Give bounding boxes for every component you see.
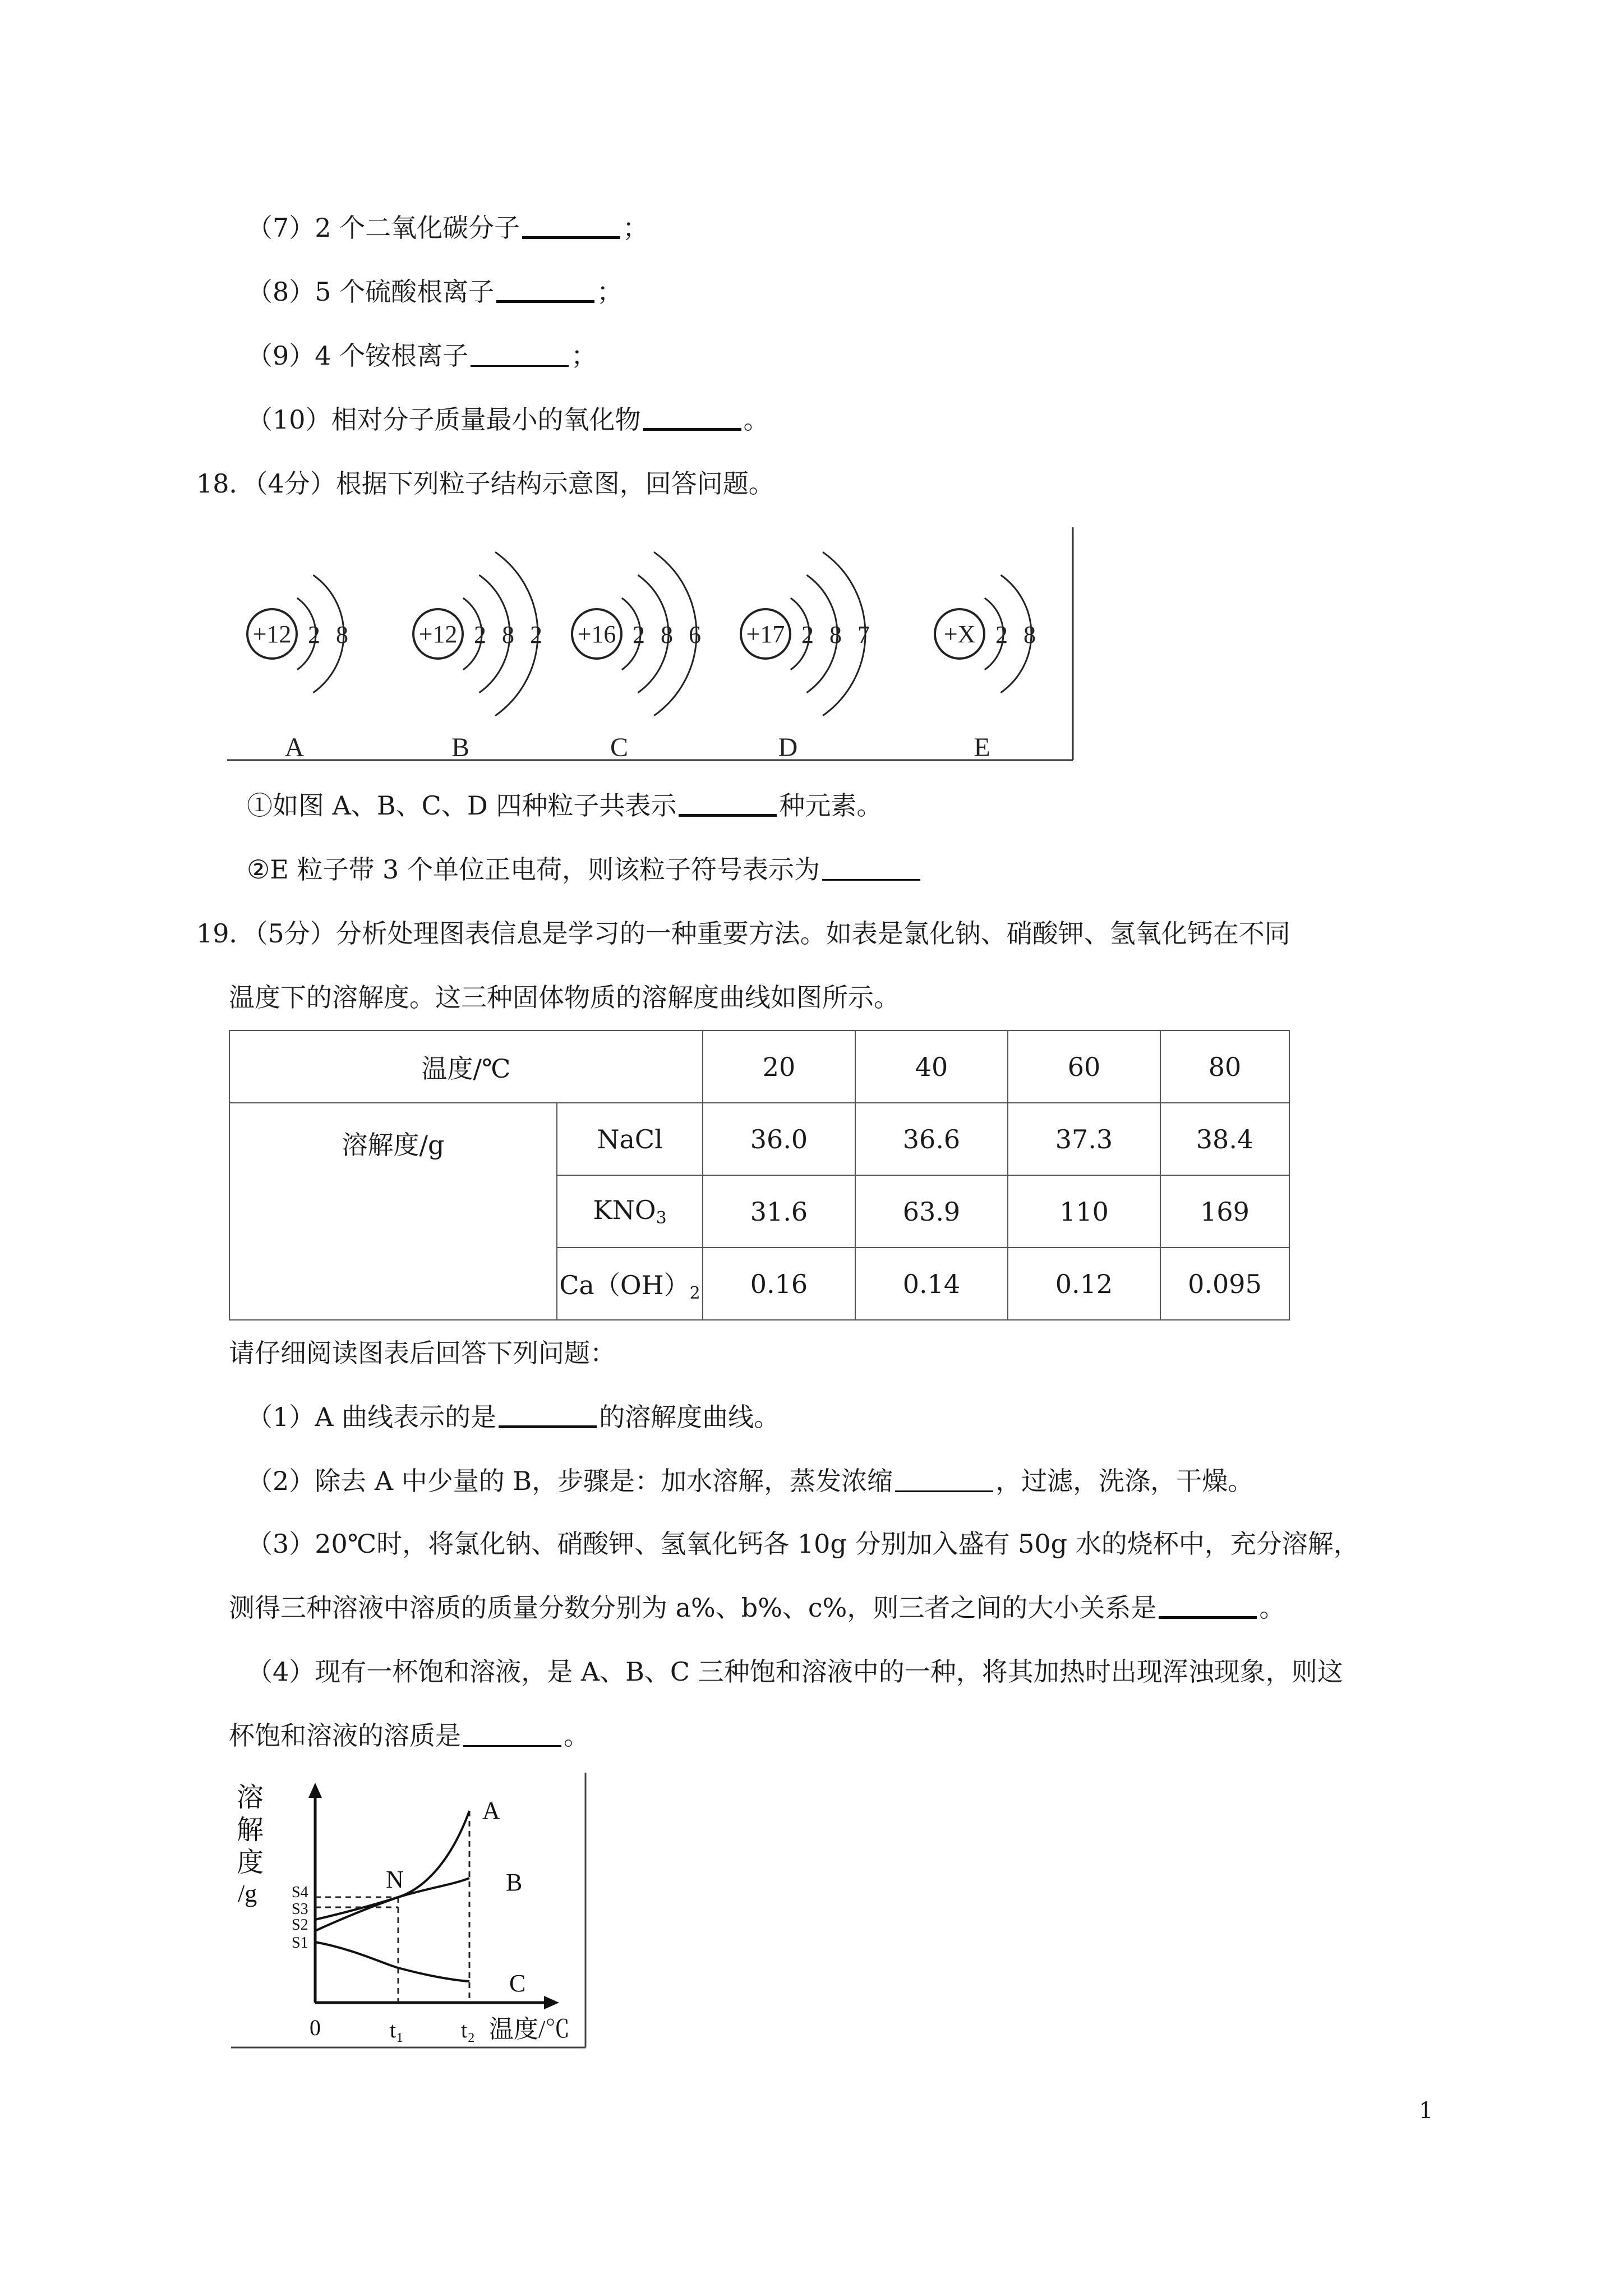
electron-count: 2 bbox=[530, 621, 542, 648]
table-header-temperature: 温度/℃ bbox=[229, 1030, 703, 1103]
q17-item-8: （8）5 个硫酸根离子 ； bbox=[247, 277, 623, 307]
ylabel-char: 度 bbox=[237, 1848, 264, 1878]
solubility-curve-diagram bbox=[231, 1773, 596, 2053]
answer-blank[interactable] bbox=[499, 1403, 597, 1428]
q19-sub2: （2）除去 A 中少量的 B，步骤是：加水溶解，蒸发浓缩 ，过滤，洗涤，干燥。 bbox=[247, 1466, 1254, 1496]
ylabel-char: 溶 bbox=[237, 1783, 264, 1812]
q17-item-9: （9）4 个铵根离子 ； bbox=[247, 341, 597, 371]
electron-count: 8 bbox=[1023, 621, 1036, 648]
particle-A bbox=[247, 575, 348, 762]
x-tick-label: t₁ bbox=[390, 2017, 404, 2042]
page-number: 1 bbox=[1419, 2098, 1433, 2124]
table-substance: NaCl bbox=[557, 1103, 703, 1175]
answer-blank[interactable] bbox=[643, 406, 741, 431]
table-cell: 0.16 bbox=[703, 1248, 855, 1320]
ylabel-char: /g bbox=[238, 1880, 257, 1907]
point-label: N bbox=[386, 1866, 404, 1893]
electron-count: 7 bbox=[857, 621, 870, 648]
answer-blank[interactable] bbox=[471, 343, 569, 367]
electron-count: 2 bbox=[995, 621, 1008, 648]
table-header-temp: 40 bbox=[855, 1030, 1008, 1103]
answer-blank[interactable] bbox=[822, 857, 920, 881]
table-substance: $Ca(OH)_2$ bbox=[557, 1248, 703, 1320]
table-cell: 63.9 bbox=[855, 1175, 1008, 1248]
nucleus-charge: +17 bbox=[746, 620, 785, 648]
answer-blank[interactable] bbox=[496, 278, 594, 303]
particle-label: B bbox=[451, 733, 470, 762]
particle-label: E bbox=[974, 733, 990, 762]
answer-blank[interactable] bbox=[463, 1723, 561, 1747]
electron-count: 2 bbox=[474, 621, 486, 648]
particle-B bbox=[413, 552, 542, 762]
y-axis-arrow bbox=[308, 1783, 322, 1798]
y-tick-label: S1 bbox=[292, 1934, 308, 1952]
curve-label: C bbox=[509, 1970, 526, 1997]
y-tick-label: S3 bbox=[292, 1901, 308, 1918]
curve-label: A bbox=[482, 1797, 500, 1824]
q19-stem-line1: 19．（5分）分析处理图表信息是学习的一种重要方法。如表是氯化钠、硝酸钾、氢氧化钙在不同 bbox=[196, 918, 1290, 949]
table-header-temp: 20 bbox=[703, 1030, 855, 1103]
q19-sub4-line2: 杯饱和溶液的溶质是 。 bbox=[229, 1720, 589, 1751]
table-cell: 37.3 bbox=[1008, 1103, 1160, 1175]
table-cell: 0.14 bbox=[855, 1248, 1008, 1320]
particle-label: D bbox=[778, 733, 798, 762]
electron-count: 8 bbox=[502, 621, 514, 648]
nucleus-charge: +12 bbox=[252, 620, 292, 648]
table-cell: 36.6 bbox=[855, 1103, 1008, 1175]
origin-label: 0 bbox=[310, 2015, 321, 2040]
electron-count: 2 bbox=[801, 621, 814, 648]
x-axis-arrow bbox=[544, 1996, 559, 2009]
table-cell: 169 bbox=[1160, 1175, 1289, 1248]
q18-sub1: ①如图 A、B、C、D 四种粒子共表示 种元素。 bbox=[247, 790, 883, 821]
table-cell: 31.6 bbox=[703, 1175, 855, 1248]
answer-blank[interactable] bbox=[1159, 1594, 1257, 1619]
table-header-temp: 60 bbox=[1008, 1030, 1160, 1103]
electron-count: 8 bbox=[829, 621, 842, 648]
q18-sub2: ②E 粒子带 3 个单位正电荷，则该粒子符号表示为 bbox=[247, 853, 923, 886]
electron-count: 6 bbox=[689, 621, 701, 648]
electron-count: 2 bbox=[633, 621, 645, 648]
table-header-temp: 80 bbox=[1160, 1030, 1289, 1103]
electron-count: 2 bbox=[308, 621, 320, 648]
table-substance: $KNO_3$ bbox=[557, 1175, 703, 1248]
x-axis-label: 温度/℃ bbox=[489, 2016, 570, 2043]
q19-intro: 请仔细阅读图表后回答下列问题： bbox=[229, 1338, 616, 1368]
q19-sub3-line1: （3）20℃时，将氯化钠、硝酸钾、氢氧化钙各 10g 分别加入盛有 50g 水的烧杯中，充分溶解， bbox=[247, 1529, 1359, 1559]
answer-blank[interactable] bbox=[522, 214, 620, 239]
table-solubility-label: 溶解度/g bbox=[229, 1103, 557, 1320]
q19-sub4-line1: （4）现有一杯饱和溶液，是 A、B、C 三种饱和溶液中的一种，将其加热时出现浑浊现象，则这 bbox=[247, 1657, 1343, 1687]
x-tick-label: t₂ bbox=[461, 2017, 476, 2042]
table-cell: 36.0 bbox=[703, 1103, 855, 1175]
q18-stem: 18．（4分）根据下列粒子结构示意图，回答问题。 bbox=[196, 468, 774, 499]
particle-label: C bbox=[610, 733, 629, 762]
particle-C bbox=[572, 552, 701, 762]
y-tick-label: S2 bbox=[292, 1916, 308, 1934]
q19-sub1: （1）A 曲线表示的是 的溶解度曲线。 bbox=[247, 1402, 780, 1432]
table-cell: 110 bbox=[1008, 1175, 1160, 1248]
particle-label: A bbox=[284, 733, 305, 762]
nucleus-charge: +16 bbox=[577, 620, 616, 648]
table-cell: 38.4 bbox=[1160, 1103, 1289, 1175]
curve-label: B bbox=[506, 1869, 523, 1896]
q19-stem-line2: 温度下的溶解度。这三种固体物质的溶解度曲线如图所示。 bbox=[229, 982, 900, 1013]
particle-E bbox=[935, 575, 1036, 762]
particle-D bbox=[741, 552, 870, 762]
table-cell: 0.095 bbox=[1160, 1248, 1289, 1320]
electron-count: 8 bbox=[336, 621, 348, 648]
nucleus-charge: +X bbox=[943, 620, 976, 648]
nucleus-charge: +12 bbox=[418, 620, 458, 648]
answer-blank[interactable] bbox=[895, 1468, 993, 1492]
q19-sub3-line2: 测得三种溶液中溶质的质量分数分别为 a%、b%、c%，则三者之间的大小关系是 。 bbox=[229, 1593, 1285, 1623]
table-cell: 0.12 bbox=[1008, 1248, 1160, 1320]
answer-blank[interactable] bbox=[679, 792, 777, 817]
atomic-structure-diagram bbox=[227, 527, 1080, 763]
ylabel-char: 解 bbox=[237, 1815, 264, 1845]
solubility-table bbox=[229, 1030, 1290, 1320]
q17-item-7: （7）2 个二氧化碳分子 ； bbox=[247, 213, 649, 243]
electron-count: 8 bbox=[661, 621, 673, 648]
curve-c bbox=[315, 1942, 469, 1981]
y-tick-label: S4 bbox=[292, 1884, 308, 1901]
q17-item-10: （10）相对分子质量最小的氧化物 。 bbox=[247, 404, 769, 435]
